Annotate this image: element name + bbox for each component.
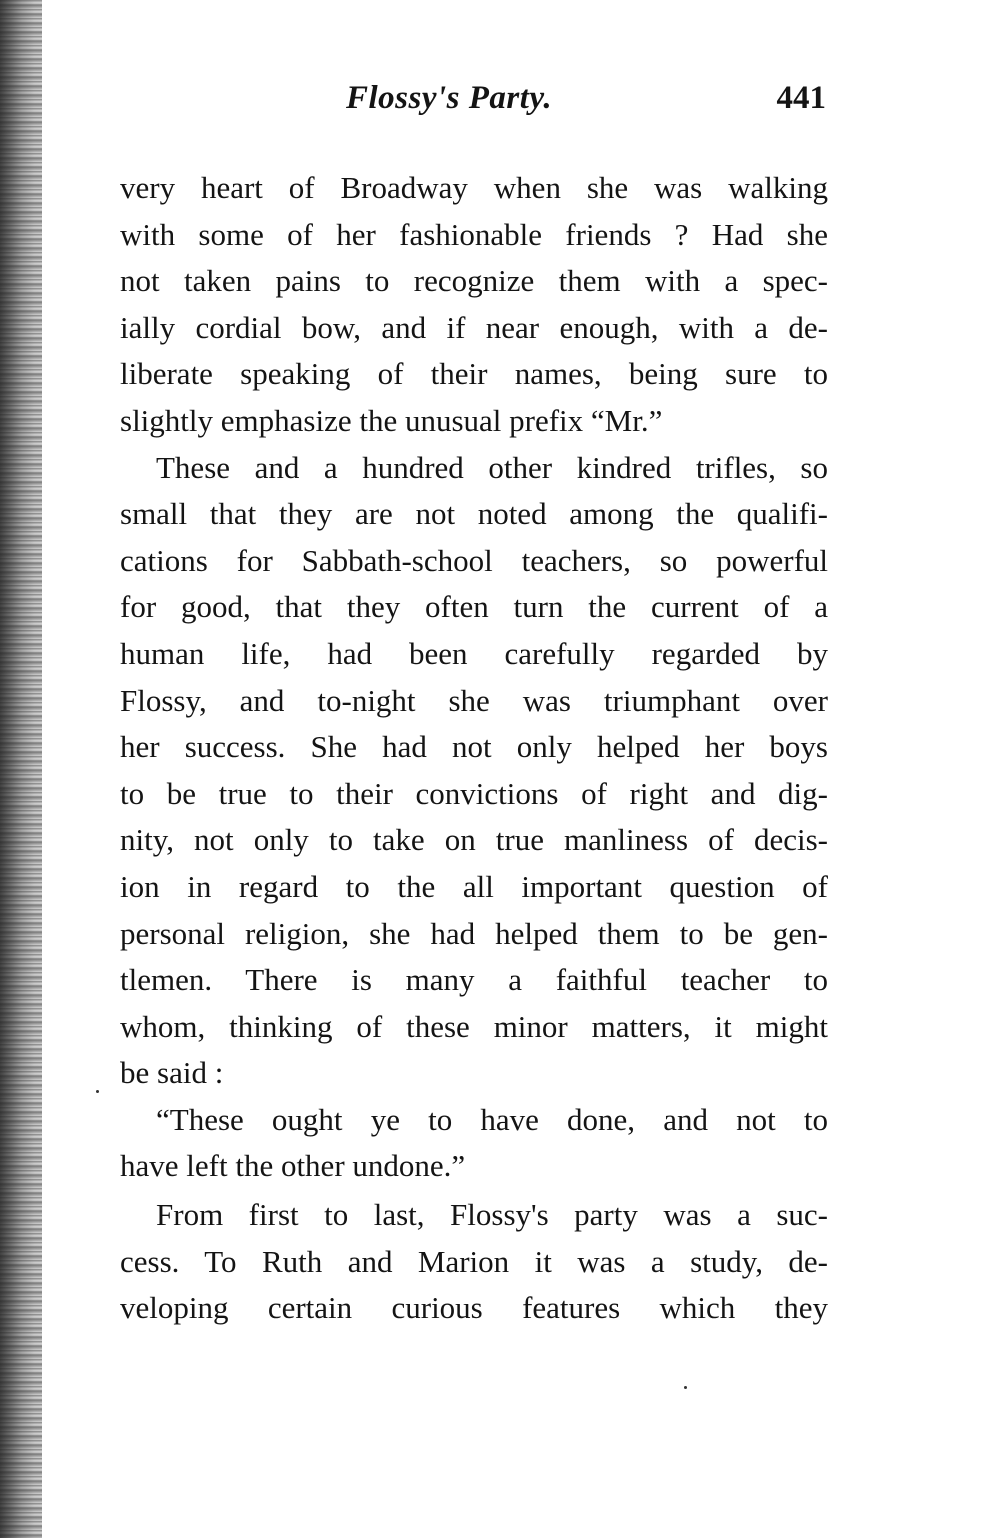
quotation-line: “These ought ye to have done, and not to <box>156 1101 828 1137</box>
paragraph-start-line: From first to last, Flossy's party was a suc- <box>156 1197 828 1233</box>
text-line: be said : <box>120 1055 224 1091</box>
page-number: 441 <box>776 80 826 116</box>
text-line: for good, that they often turn the current of a <box>120 589 828 625</box>
running-title: Flossy's Party. <box>346 80 553 116</box>
text-line: cations for Sabbath-school teachers, so powerful <box>120 542 828 578</box>
text-line: nity, not only to take on true manliness of decis- <box>120 822 828 858</box>
text-line: cess. To Ruth and Marion it was a study, de- <box>120 1243 828 1279</box>
text-line: small that they are not noted among the qualifi- <box>120 496 828 532</box>
text-line: tlemen. There is many a faithful teacher to <box>120 962 828 998</box>
text-line: very heart of Broadway when she was walking <box>120 170 828 205</box>
print-speck <box>684 1386 687 1389</box>
text-line: veloping certain curious features which they <box>120 1290 828 1326</box>
text-line: not taken pains to recognize them with a spec- <box>120 263 828 299</box>
text-line: liberate speaking of their names, being sure to <box>120 356 828 392</box>
scanned-binding-edge <box>0 0 42 1538</box>
text-line: with some of her fashionable friends ? Had she <box>120 216 828 252</box>
text-line: personal religion, she had helped them to be gen- <box>120 915 828 951</box>
print-speck <box>96 1090 99 1093</box>
text-line: human life, had been carefully regarded by <box>120 635 828 671</box>
text-line: her success. She had not only helped her boys <box>120 729 828 765</box>
text-line: Flossy, and to-night she was triumphant over <box>120 682 828 718</box>
paragraph-start-line: These and a hundred other kindred trifles, so <box>156 449 828 485</box>
text-line: slightly emphasize the unusual prefix “Mr.” <box>120 402 663 438</box>
text-line: ially cordial bow, and if near enough, with a de- <box>120 309 828 345</box>
text-line: ion in regard to the all important question of <box>120 868 828 904</box>
body-text <box>120 165 828 1332</box>
text-line: whom, thinking of these minor matters, it might <box>120 1008 828 1044</box>
text-line: to be true to their convictions of right and dig- <box>120 775 828 811</box>
quotation-line: have left the other undone.” <box>120 1148 466 1184</box>
running-head <box>120 78 830 128</box>
